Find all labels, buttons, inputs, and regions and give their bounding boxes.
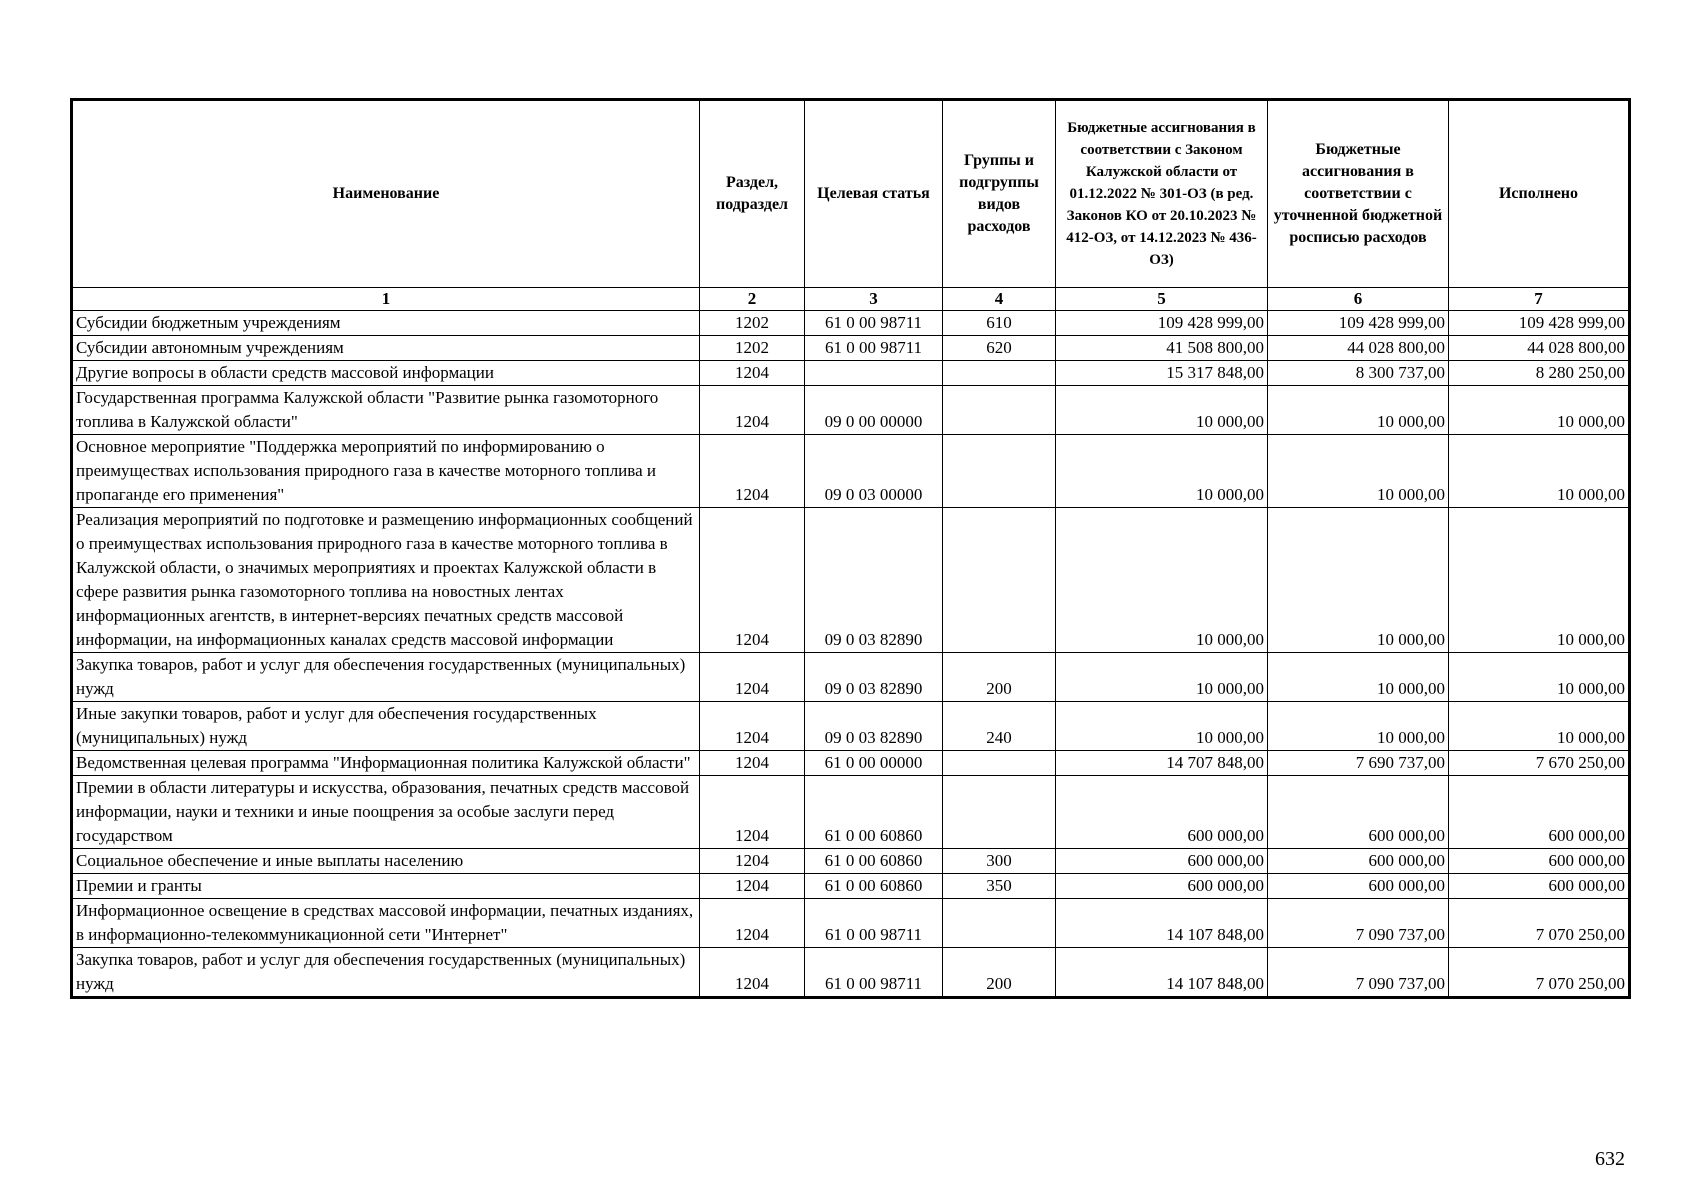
- row-section: 1204: [700, 361, 805, 386]
- row-name: Информационное освещение в средствах массовой информации, печатных изданиях, в информационно-телекоммуникационной сети "Интернет": [72, 899, 700, 948]
- row-expense-group: 300: [943, 849, 1056, 874]
- table-row: [72, 874, 1630, 899]
- row-refined-amount: 10 000,00: [1268, 508, 1449, 653]
- budget-table: [70, 98, 1631, 999]
- row-expense-group: [943, 508, 1056, 653]
- table-body: [72, 311, 1630, 998]
- row-executed-amount: 10 000,00: [1449, 508, 1630, 653]
- table-row: [72, 849, 1630, 874]
- header-law-allocations: Бюджетные ассигнования в соответствии с Законом Калужской области от 01.12.2022 № 301-ОЗ (в ред. Законов КО от 20.10.2023 № 412-ОЗ, от 14.12.2023 № 436-ОЗ): [1056, 100, 1268, 288]
- row-expense-group: 350: [943, 874, 1056, 899]
- row-refined-amount: 10 000,00: [1268, 386, 1449, 435]
- row-expense-group: [943, 361, 1056, 386]
- row-section: 1204: [700, 849, 805, 874]
- row-target-article: 61 0 00 98711: [805, 899, 943, 948]
- row-law-amount: 600 000,00: [1056, 849, 1268, 874]
- row-name: Ведомственная целевая программа "Информационная политика Калужской области": [72, 751, 700, 776]
- table-row: [72, 311, 1630, 336]
- row-expense-group: [943, 776, 1056, 849]
- table-row: [72, 435, 1630, 508]
- row-executed-amount: 600 000,00: [1449, 776, 1630, 849]
- row-expense-group: [943, 386, 1056, 435]
- row-executed-amount: 7 070 250,00: [1449, 899, 1630, 948]
- row-expense-group: [943, 751, 1056, 776]
- table-row: [72, 702, 1630, 751]
- row-law-amount: 109 428 999,00: [1056, 311, 1268, 336]
- column-number: 6: [1268, 288, 1449, 311]
- row-refined-amount: 8 300 737,00: [1268, 361, 1449, 386]
- row-executed-amount: 600 000,00: [1449, 849, 1630, 874]
- table-row: [72, 386, 1630, 435]
- row-target-article: 09 0 03 82890: [805, 702, 943, 751]
- row-law-amount: 14 107 848,00: [1056, 948, 1268, 998]
- row-section: 1204: [700, 653, 805, 702]
- row-executed-amount: 10 000,00: [1449, 386, 1630, 435]
- row-target-article: 61 0 00 98711: [805, 948, 943, 998]
- table-row: [72, 948, 1630, 998]
- row-refined-amount: 600 000,00: [1268, 874, 1449, 899]
- row-name: Субсидии бюджетным учреждениям: [72, 311, 700, 336]
- row-target-article: 09 0 03 82890: [805, 653, 943, 702]
- header-expense-group: Группы и подгруппы видов расходов: [943, 100, 1056, 288]
- row-target-article: 09 0 03 82890: [805, 508, 943, 653]
- table-row: [72, 776, 1630, 849]
- row-target-article: 61 0 00 00000: [805, 751, 943, 776]
- row-name: Закупка товаров, работ и услуг для обеспечения государственных (муниципальных) нужд: [72, 948, 700, 998]
- row-executed-amount: 8 280 250,00: [1449, 361, 1630, 386]
- row-law-amount: 14 107 848,00: [1056, 899, 1268, 948]
- row-target-article: 61 0 00 98711: [805, 336, 943, 361]
- row-expense-group: [943, 899, 1056, 948]
- row-target-article: 61 0 00 60860: [805, 874, 943, 899]
- row-section: 1204: [700, 751, 805, 776]
- table-row: [72, 508, 1630, 653]
- row-refined-amount: 44 028 800,00: [1268, 336, 1449, 361]
- header-executed: Исполнено: [1449, 100, 1630, 288]
- header-refined-allocations: Бюджетные ассигнования в соответствии с уточненной бюджетной росписью расходов: [1268, 100, 1449, 288]
- row-section: 1204: [700, 702, 805, 751]
- row-name: Другие вопросы в области средств массовой информации: [72, 361, 700, 386]
- header-target-article: Целевая статья: [805, 100, 943, 288]
- row-target-article: 09 0 00 00000: [805, 386, 943, 435]
- row-section: 1204: [700, 899, 805, 948]
- row-name: Основное мероприятие "Поддержка мероприятий по информированию о преимуществах использования природного газа в качестве моторного топлива и пропаганде его применения": [72, 435, 700, 508]
- row-name: Реализация мероприятий по подготовке и размещению информационных сообщений о преимуществах использования природного газа в качестве моторного топлива в Калужской области, о значимых мероприятиях и проектах Калужской области в сфере развития рынка газомоторного топлива на новостных лентах информационных агентств, в интернет-версиях печатных средств массовой информации, на информационных каналах средств массовой информации: [72, 508, 700, 653]
- row-expense-group: 200: [943, 948, 1056, 998]
- row-law-amount: 600 000,00: [1056, 776, 1268, 849]
- row-executed-amount: 10 000,00: [1449, 653, 1630, 702]
- row-executed-amount: 109 428 999,00: [1449, 311, 1630, 336]
- row-law-amount: 10 000,00: [1056, 386, 1268, 435]
- row-name: Закупка товаров, работ и услуг для обеспечения государственных (муниципальных) нужд: [72, 653, 700, 702]
- row-executed-amount: 10 000,00: [1449, 435, 1630, 508]
- row-executed-amount: 600 000,00: [1449, 874, 1630, 899]
- row-refined-amount: 10 000,00: [1268, 435, 1449, 508]
- row-refined-amount: 10 000,00: [1268, 702, 1449, 751]
- page-number: 632: [1595, 1148, 1625, 1170]
- row-refined-amount: 600 000,00: [1268, 849, 1449, 874]
- row-executed-amount: 7 070 250,00: [1449, 948, 1630, 998]
- row-law-amount: 10 000,00: [1056, 653, 1268, 702]
- column-number: 7: [1449, 288, 1630, 311]
- row-law-amount: 10 000,00: [1056, 702, 1268, 751]
- row-section: 1204: [700, 435, 805, 508]
- table-row: [72, 751, 1630, 776]
- column-number: 2: [700, 288, 805, 311]
- row-refined-amount: 7 690 737,00: [1268, 751, 1449, 776]
- column-number: 3: [805, 288, 943, 311]
- row-refined-amount: 7 090 737,00: [1268, 899, 1449, 948]
- row-law-amount: 14 707 848,00: [1056, 751, 1268, 776]
- row-section: 1204: [700, 948, 805, 998]
- row-name: Премии и гранты: [72, 874, 700, 899]
- row-executed-amount: 10 000,00: [1449, 702, 1630, 751]
- row-expense-group: [943, 435, 1056, 508]
- row-executed-amount: 44 028 800,00: [1449, 336, 1630, 361]
- header-section: Раздел, подраздел: [700, 100, 805, 288]
- row-section: 1204: [700, 776, 805, 849]
- row-name: Социальное обеспечение и иные выплаты населению: [72, 849, 700, 874]
- row-target-article: 61 0 00 60860: [805, 849, 943, 874]
- header-name: Наименование: [72, 100, 700, 288]
- row-expense-group: 240: [943, 702, 1056, 751]
- column-number-row: [72, 288, 1630, 311]
- row-refined-amount: 10 000,00: [1268, 653, 1449, 702]
- row-section: 1202: [700, 336, 805, 361]
- row-refined-amount: 7 090 737,00: [1268, 948, 1449, 998]
- row-section: 1204: [700, 874, 805, 899]
- row-law-amount: 10 000,00: [1056, 435, 1268, 508]
- row-law-amount: 41 508 800,00: [1056, 336, 1268, 361]
- row-law-amount: 15 317 848,00: [1056, 361, 1268, 386]
- table-row: [72, 899, 1630, 948]
- column-number: 4: [943, 288, 1056, 311]
- row-law-amount: 600 000,00: [1056, 874, 1268, 899]
- table-row: [72, 336, 1630, 361]
- row-expense-group: 610: [943, 311, 1056, 336]
- row-refined-amount: 600 000,00: [1268, 776, 1449, 849]
- row-target-article: 61 0 00 98711: [805, 311, 943, 336]
- row-section: 1202: [700, 311, 805, 336]
- column-number: 5: [1056, 288, 1268, 311]
- row-executed-amount: 7 670 250,00: [1449, 751, 1630, 776]
- row-target-article: 09 0 03 00000: [805, 435, 943, 508]
- row-section: 1204: [700, 508, 805, 653]
- row-section: 1204: [700, 386, 805, 435]
- row-target-article: 61 0 00 60860: [805, 776, 943, 849]
- row-name: Иные закупки товаров, работ и услуг для обеспечения государственных (муниципальных) нужд: [72, 702, 700, 751]
- row-law-amount: 10 000,00: [1056, 508, 1268, 653]
- table-row: [72, 361, 1630, 386]
- row-name: Премии в области литературы и искусства, образования, печатных средств массовой информации, науки и техники и иные поощрения за особые заслуги перед государством: [72, 776, 700, 849]
- column-number: 1: [72, 288, 700, 311]
- header-row: [72, 100, 1630, 288]
- row-target-article: [805, 361, 943, 386]
- row-expense-group: 200: [943, 653, 1056, 702]
- row-name: Субсидии автономным учреждениям: [72, 336, 700, 361]
- row-expense-group: 620: [943, 336, 1056, 361]
- row-name: Государственная программа Калужской области "Развитие рынка газомоторного топлива в Калужской области": [72, 386, 700, 435]
- row-refined-amount: 109 428 999,00: [1268, 311, 1449, 336]
- table-row: [72, 653, 1630, 702]
